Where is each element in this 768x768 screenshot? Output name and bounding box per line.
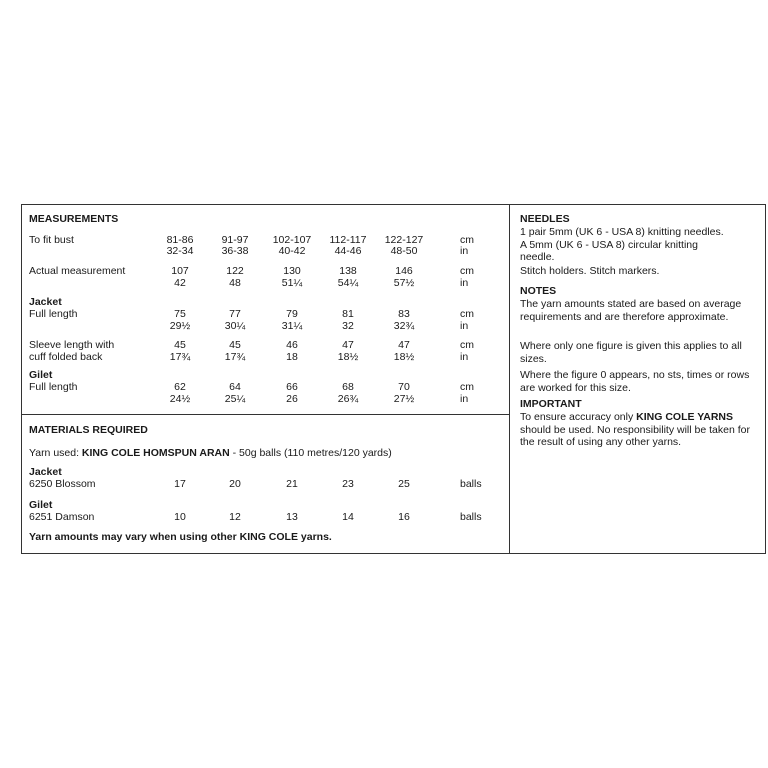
cell: 21 — [286, 478, 298, 490]
cell: 17¾ — [169, 351, 191, 363]
needles-title: NEEDLES — [520, 213, 570, 225]
important-brand: KING COLE YARNS — [636, 411, 734, 423]
cell: 81 — [342, 308, 354, 320]
yarn-used — [29, 447, 392, 459]
unit: balls — [460, 511, 482, 523]
cell: 27½ — [393, 393, 415, 405]
cell: 32 — [342, 320, 354, 332]
cell: 26¾ — [337, 393, 359, 405]
cell: 18½ — [393, 351, 415, 363]
unit: cm — [460, 234, 474, 246]
cell: 66 — [286, 381, 298, 393]
important-post: should be used. No responsibility will be taken for the result of using any other yarns. — [520, 423, 750, 448]
measurements-title: MEASUREMENTS — [29, 213, 119, 225]
yarn-prefix: Yarn used: — [29, 447, 82, 459]
cell: 42 — [174, 277, 186, 289]
cell: 46 — [286, 339, 298, 351]
cell: 79 — [286, 308, 298, 320]
row-label-continued: cuff folded back — [29, 351, 103, 363]
cell: 32¾ — [393, 320, 415, 332]
row-label: Full length — [29, 308, 78, 320]
cell: 57½ — [393, 277, 415, 289]
cell: 45 — [229, 339, 241, 351]
unit: cm — [460, 265, 474, 277]
unit: in — [460, 320, 469, 332]
cell: 130 — [283, 265, 301, 277]
cell: 48 — [229, 277, 241, 289]
cell: 47 — [398, 339, 410, 351]
section-label-gilet: Gilet — [29, 369, 53, 381]
important-paragraph — [520, 411, 760, 449]
cell: 138 — [339, 265, 357, 277]
cell: 122 — [226, 265, 244, 277]
notes-paragraph: Where the figure 0 appears, no sts, times or rows are worked for this size. — [520, 369, 750, 394]
materials-section-gilet: Gilet — [29, 499, 53, 511]
cell: 68 — [342, 381, 354, 393]
unit: in — [460, 245, 469, 257]
row-label: To fit bust — [29, 234, 74, 246]
cell: 40-42 — [278, 245, 306, 257]
cell: 26 — [286, 393, 298, 405]
cell: 30¼ — [224, 320, 246, 332]
cell: 102-107 — [272, 234, 312, 246]
needles-line: A 5mm (UK 6 - USA 8) circular knitting — [520, 239, 698, 251]
cell: 31¼ — [281, 320, 303, 332]
yarn-suffix: - 50g balls (110 metres/120 yards) — [229, 447, 392, 459]
cell: 122-127 — [384, 234, 424, 246]
cell: 13 — [286, 511, 298, 523]
cell: 48-50 — [390, 245, 418, 257]
cell: 54¼ — [337, 277, 359, 289]
cell: 45 — [174, 339, 186, 351]
cell: 62 — [174, 381, 186, 393]
cell: 107 — [171, 265, 189, 277]
section-label-jacket: Jacket — [29, 296, 62, 308]
cell: 16 — [398, 511, 410, 523]
cell: 47 — [342, 339, 354, 351]
cell: 20 — [229, 478, 241, 490]
important-title: IMPORTANT — [520, 398, 582, 410]
important-pre: To ensure accuracy only — [520, 411, 637, 423]
cell: 64 — [229, 381, 241, 393]
unit: cm — [460, 339, 474, 351]
needles-line: 1 pair 5mm (UK 6 - USA 8) knitting needles. — [520, 226, 724, 238]
column-divider — [509, 204, 510, 554]
cell: 36-38 — [221, 245, 249, 257]
cell: 75 — [174, 308, 186, 320]
row-label: Actual measurement — [29, 265, 126, 277]
cell: 24½ — [169, 393, 191, 405]
cell: 77 — [229, 308, 241, 320]
cell: 23 — [342, 478, 354, 490]
unit: in — [460, 393, 469, 405]
materials-section-jacket: Jacket — [29, 466, 62, 478]
unit: in — [460, 277, 469, 289]
cell: 29½ — [169, 320, 191, 332]
unit: in — [460, 351, 469, 363]
notes-paragraph: The yarn amounts stated are based on average requirements and are therefore approximate. — [520, 298, 742, 323]
unit: cm — [460, 308, 474, 320]
cell: 17 — [174, 478, 186, 490]
section-divider — [21, 414, 510, 415]
cell: 51¼ — [281, 277, 303, 289]
cell: 70 — [398, 381, 410, 393]
materials-footer: Yarn amounts may vary when using other KING COLE yarns. — [29, 531, 332, 543]
cell: 18 — [286, 351, 298, 363]
colour-label: 6251 Damson — [29, 511, 95, 523]
cell: 25 — [398, 478, 410, 490]
cell: 18½ — [337, 351, 359, 363]
unit: cm — [460, 381, 474, 393]
needles-line: Stitch holders. Stitch markers. — [520, 265, 660, 277]
cell: 112-117 — [329, 234, 367, 246]
yarn-name: KING COLE HOMSPUN ARAN — [81, 447, 230, 459]
notes-title: NOTES — [520, 285, 557, 297]
unit: balls — [460, 478, 482, 490]
cell: 25¼ — [224, 393, 246, 405]
cell: 81-86 — [166, 234, 194, 246]
notes-paragraph: Where only one figure is given this applies to all sizes. — [520, 340, 742, 365]
cell: 17¾ — [224, 351, 246, 363]
cell: 32-34 — [166, 245, 194, 257]
cell: 91-97 — [221, 234, 249, 246]
cell: 12 — [229, 511, 241, 523]
row-label: Full length — [29, 381, 78, 393]
cell: 44-46 — [334, 245, 362, 257]
needles-line: needle. — [520, 251, 555, 263]
row-label: Sleeve length with — [29, 339, 115, 351]
materials-title: MATERIALS REQUIRED — [29, 424, 148, 436]
cell: 83 — [398, 308, 410, 320]
colour-label: 6250 Blossom — [29, 478, 96, 490]
cell: 14 — [342, 511, 354, 523]
cell: 146 — [395, 265, 413, 277]
cell: 10 — [174, 511, 186, 523]
